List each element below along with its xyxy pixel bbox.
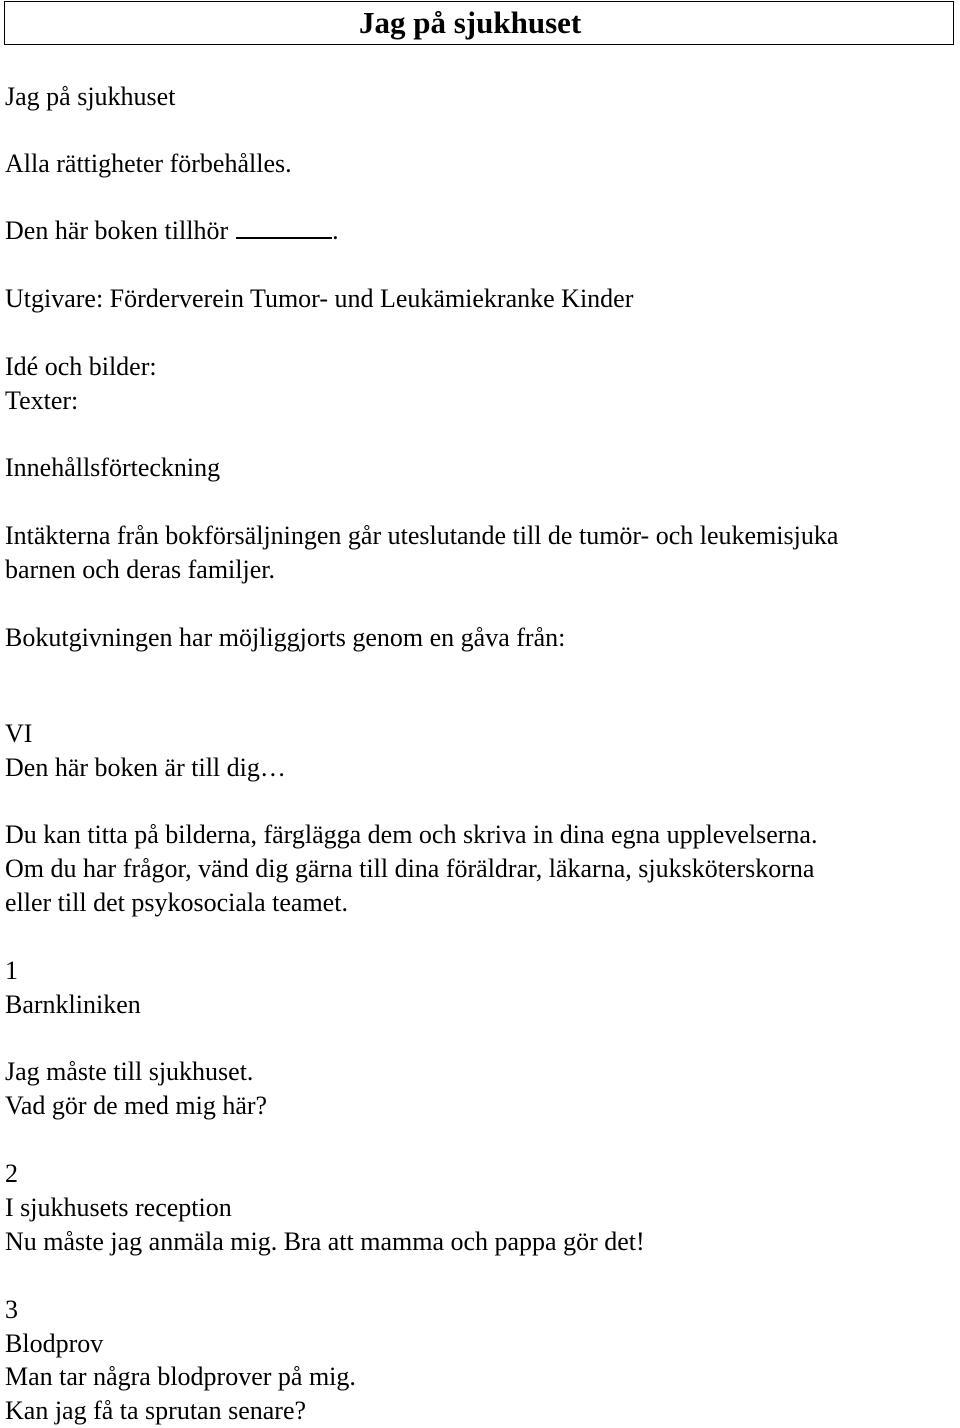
- toc-heading: Innehållsförteckning: [5, 453, 221, 482]
- page-marker-vi: VI: [5, 719, 33, 748]
- texts-line: Texter:: [5, 386, 79, 415]
- samples-line: Man tar några blodprover på mig.: [5, 1362, 356, 1391]
- must-go-line: Jag måste till sjukhuset.: [5, 1057, 254, 1086]
- what-do-line: Vad gör de med mig här?: [5, 1091, 268, 1120]
- belongs-to-period: .: [332, 216, 339, 245]
- intro-line-1: Du kan titta på bilderna, färglägga dem och skriva in dina egna upplevelserna.: [5, 820, 818, 849]
- idea-line: Idé och bilder:: [5, 352, 157, 381]
- syringe-line: Kan jag få ta sprutan senare?: [5, 1396, 307, 1425]
- donation-line: Bokutgivningen har möjliggjorts genom en gåva från:: [5, 623, 566, 652]
- for-you-line: Den här boken är till dig…: [5, 753, 286, 782]
- section-heading-clinic: Barnkliniken: [5, 990, 141, 1019]
- income-line-2: barnen och deras familjer.: [5, 555, 275, 584]
- owner-name-blank: [236, 217, 332, 239]
- belongs-to-line: [5, 216, 339, 246]
- belongs-to-label: Den här boken tillhör: [5, 216, 229, 245]
- intro-line-3: eller till det psykosociala teamet.: [5, 888, 348, 917]
- section-number-2: 2: [5, 1159, 18, 1188]
- publisher-line: Utgivare: Förderverein Tumor- und Leukämiekranke Kinder: [5, 284, 634, 313]
- rights-line: Alla rättigheter förbehålles.: [5, 149, 292, 178]
- section-heading-reception: I sjukhusets reception: [5, 1193, 232, 1222]
- page-title: Jag på sjukhuset: [359, 5, 582, 40]
- section-number-3: 3: [5, 1295, 18, 1324]
- section-heading-blood-test: Blodprov: [5, 1329, 104, 1358]
- section-number-1: 1: [5, 956, 18, 985]
- income-line-1: Intäkterna från bokförsäljningen går uteslutande till de tumör- och leukemisjuka: [5, 521, 839, 550]
- book-title-line: Jag på sjukhuset: [5, 82, 176, 111]
- intro-line-2: Om du har frågor, vänd dig gärna till dina föräldrar, läkarna, sjuksköterskorna: [5, 854, 815, 883]
- register-line: Nu måste jag anmäla mig. Bra att mamma och pappa gör det!: [5, 1227, 645, 1256]
